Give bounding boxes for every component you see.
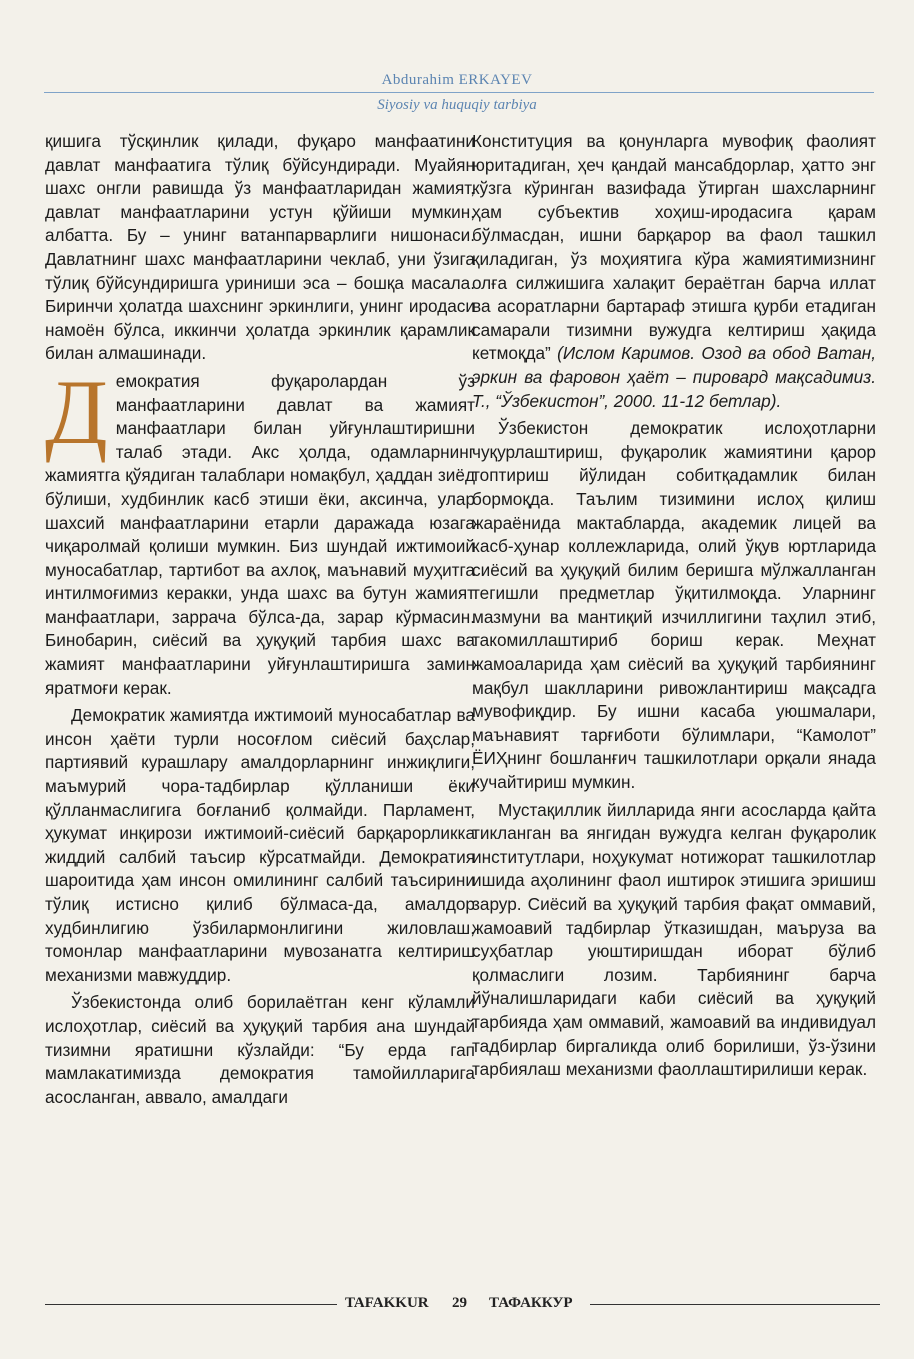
left-paragraph-4: Ўзбекистонда олиб борилаётган кенг кўламли ислоҳотлар, сиёсий ва ҳуқуқий тарбия ана шундай тизимни яратишни кўзлайди: “Бу ерда гап мамлакатимизда демократия тамойилларига асосланган, аввало, амалдаги [45,992,475,1107]
footer-journal-cyrillic: ТАФАККУР [489,1295,573,1311]
right-column [472,130,876,1082]
footer-rule-right [590,1304,880,1305]
right-paragraph-1-text: Конституция ва қонунларга мувофиқ фаолият юритадиган, ҳеч қандай мансабдорлар, ҳатто энг кўзга кўринган вазифада ўтирган шахсларнинг ҳам субъектив хоҳиш-иродасига қарам бўлмасдан, ишни барқарор ва фаол ташкил қиладиган, ўз моҳиятига кўра жамиятимизнинг олға силжишига халақит бераётган барча иллат ва асоратларни бартараф этишга қурби етадиган самарали тизимни вужудга келтириш ҳақида кетмоқда” [472,131,876,364]
left-paragraph-1: қишига тўсқинлик қилади, фуқаро манфаатини давлат манфаатига тўлиқ бўйсундиради. Муайян шахс онгли равишда ўз манфаатларидан жамият, давлат манфаатларини устун қўйиши мумкин, албатта. Бу – унинг ватанпарварлиги нишонаси. Давлатнинг шахс манфаатларини чеклаб, уни ўзига тўлиқ бўйсундиришга уриниши эса – бошқа масала. Биринчи ҳолатда шахснинг эркинлиги, унинг иродаси намоён бўлса, иккинчи ҳолатда эркинлик қарамлик билан алмашинади. [45,131,475,364]
page-number: 29 [452,1295,467,1311]
header-rule [44,92,874,93]
footer-journal-latin: TAFAKKUR [345,1295,429,1311]
right-paragraph-2: Ўзбекистон демократик ислоҳотларни чуқурлаштириш, фуқаролик жамиятини қарор топтириш йўлидан собитқадамлик билан бормоқда. Таълим тизимини ислоҳ қилиш жараёнида мактабларда, академик лицей ва касб-ҳунар коллежларида, олий ўқув юртларида сиёсий ва ҳуқуқий билим беришга мўлжалланган тегишли предметлар ўқитилмоқда. Уларнинг мазмуни ва мантиқий изчиллигини таҳлил этиб, такомиллаштириб бориш керак. Меҳнат жамоаларида ҳам сиёсий ва ҳуқуқий тарбиянинг мақбул шаклларини ривожлантириш мақсадга мувофиқдир. Бу ишни касаба уюшмалари, маънавият тарғиботи бўлимлари, “Камолот” ЁИҲнинг бошланғич ташкилотлари орқали янада кучайтириш мумкин. [472,418,876,793]
page-footer [0,1293,914,1317]
left-column [45,130,475,1109]
left-paragraph-2 [45,360,475,700]
running-header [0,70,914,114]
header-subtitle: Siyosiy va huquqiy tarbiya [377,97,537,113]
footer-rule-left [45,1304,337,1305]
drop-cap: Д [45,360,108,463]
right-paragraph-1 [472,130,876,413]
header-author: Abdurahim ERKAYEV [381,72,533,88]
citation: (Ислом Каримов. Озод ва обод Ватан, эркин ва фаровон ҳаёт – пировард мақсадимиз. Т., “Ўзбекистон”, 2000. 11-12 бетлар). [472,343,876,411]
left-paragraph-2-text: емократия фуқаролардан ўз манфаатларини давлат ва жамият манфаатлари билан уйғунлаштиришни талаб этади. Акс ҳолда, одамларнинг жамиятга қўядиган талаблари номақбул, ҳаддан зиёд бўлиши, худбинлик касб этиши ёки, аксинча, улар шахсий манфаатларини етарли даражада юзага чиқаролмай қолиши мумкин. Биз шундай ижтимоий муносабатлар, тартибот ва ахлоқ, маънавий муҳитга интилмоғимиз керакки, унда шахс ва бутун жамият манфаатлари, заррача бўлса-да, зарар кўрмасин. Бинобарин, сиёсий ва ҳуқуқий тарбия шахс ва жамият манфаатларини уйғунлаштиришга замин яратмоғи керак. [45,370,475,698]
left-paragraph-3: Демократик жамиятда ижтимоий муносабатлар ва инсон ҳаёти турли носоғлом сиёсий баҳслар, партиявий курашлару амалдорларнинг инжиқлиги, маъмурий чора-тадбирлар қўлланиши ёки қўлланмаслигига боғланиб қолмайди. Парламент, ҳукумат инқирози ижтимоий-сиёсий барқарорликка жиддий салбий таъсир кўрсатмайди. Демократия шароитида ҳам инсон омилининг салбий таъсирини тўлиқ истисно қилиб бўлмаса-да, амалдор худбинлигию ўзбилармонлигини жиловлаш, томонлар манфаатларини мувозанатга келтириш механизми мавжуддир. [45,705,475,985]
right-paragraph-3: Мустақиллик йилларида янги асосларда қайта тикланган ва янгидан вужудга келган фуқаролик институтлари, ноҳукумат нотижорат ташкилотлар ишида аҳолининг фаол иштирок этишига эришиш зарур. Сиёсий ва ҳуқуқий тарбия фақат оммавий, жамоавий тадбирлар ўтказишдан, маъруза ва суҳбатлар уюштиришдан иборат бўлиб қолмаслиги лозим. Тарбиянинг барча йўналишларидаги каби сиёсий ва ҳуқуқий тарбияда ҳам оммавий, жамоавий ва индивидуал тадбирлар биргаликда олиб борилиши, ўз-ўзини тарбиялаш механизми фаоллаштирилиши керак. [472,799,876,1080]
